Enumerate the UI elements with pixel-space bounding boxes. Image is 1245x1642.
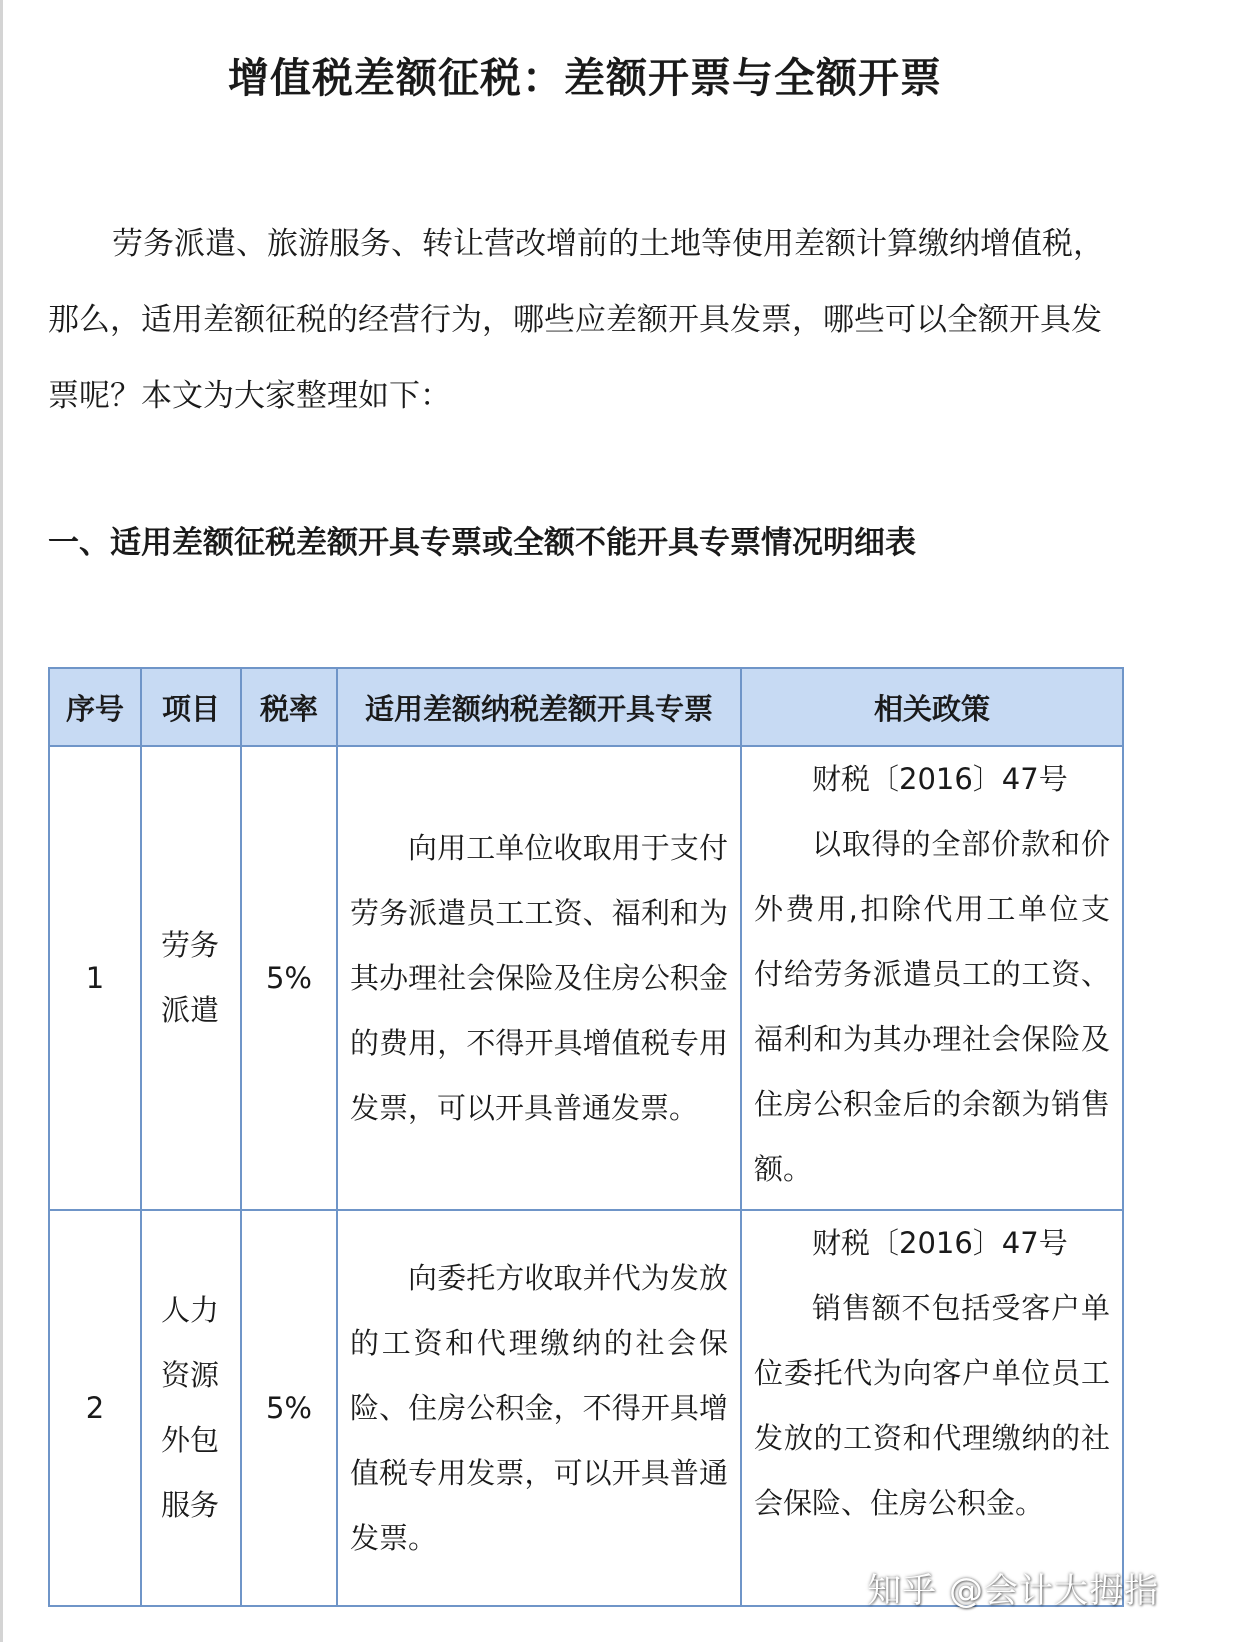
cell-num: 2 [49, 1210, 141, 1606]
cell-desc: 向委托方收取并代为发放的工资和代理缴纳的社会保险、住房公积金，不得开具增值税专用发票，可以开具普通发票。 [337, 1210, 741, 1606]
cell-item [141, 1210, 241, 1606]
cell-item [141, 746, 241, 1210]
cell-policy [741, 1210, 1123, 1606]
policy-reference: 财税〔2016〕47号 [812, 762, 1068, 796]
cell-policy [741, 746, 1123, 1210]
header-policy: 相关政策 [741, 668, 1123, 746]
table-row [49, 1210, 1123, 1606]
cell-rate: 5% [241, 746, 337, 1210]
header-rate: 税率 [241, 668, 337, 746]
table-row [49, 746, 1123, 1210]
watermark: 知乎 @会计大拇指 [867, 1571, 1159, 1611]
policy-table [48, 667, 1124, 1607]
section-heading: 一、适用差额征税差额开具专票或全额不能开具专票情况明细表 [48, 525, 916, 561]
cell-rate: 5% [241, 1210, 337, 1606]
policy-text: 以取得的全部价款和价外费用,扣除代用工单位支付给劳务派遣员工的工资、福利和为其办理社会保险及住房公积金后的余额为销售额。 [754, 827, 1110, 1186]
policy-text: 销售额不包括受客户单位委托代为向客户单位员工发放的工资和代理缴纳的社会保险、住房公积金。 [754, 1291, 1110, 1520]
item-text: 人力资源外包服务 [161, 1293, 220, 1522]
header-item: 项目 [141, 668, 241, 746]
header-desc: 适用差额纳税差额开具专票 [337, 668, 741, 746]
policy-reference: 财税〔2016〕47号 [812, 1226, 1068, 1260]
document-title: 增值税差额征税：差额开票与全额开票 [228, 54, 942, 102]
cell-desc: 向用工单位收取用于支付劳务派遣员工工资、福利和为其办理社会保险及住房公积金的费用，不得开具增值税专用发票，可以开具普通发票。 [337, 746, 741, 1210]
intro-paragraph: 劳务派遣、旅游服务、转让营改增前的土地等使用差额计算缴纳增值税，那么，适用差额征税的经营行为，哪些应差额开具发票，哪些可以全额开具发票呢？本文为大家整理如下： [48, 226, 1104, 414]
header-num: 序号 [49, 668, 141, 746]
page-left-edge [0, 0, 3, 1642]
cell-num: 1 [49, 746, 141, 1210]
item-text: 劳务派遣 [161, 928, 220, 1027]
table-header-row [49, 668, 1123, 746]
